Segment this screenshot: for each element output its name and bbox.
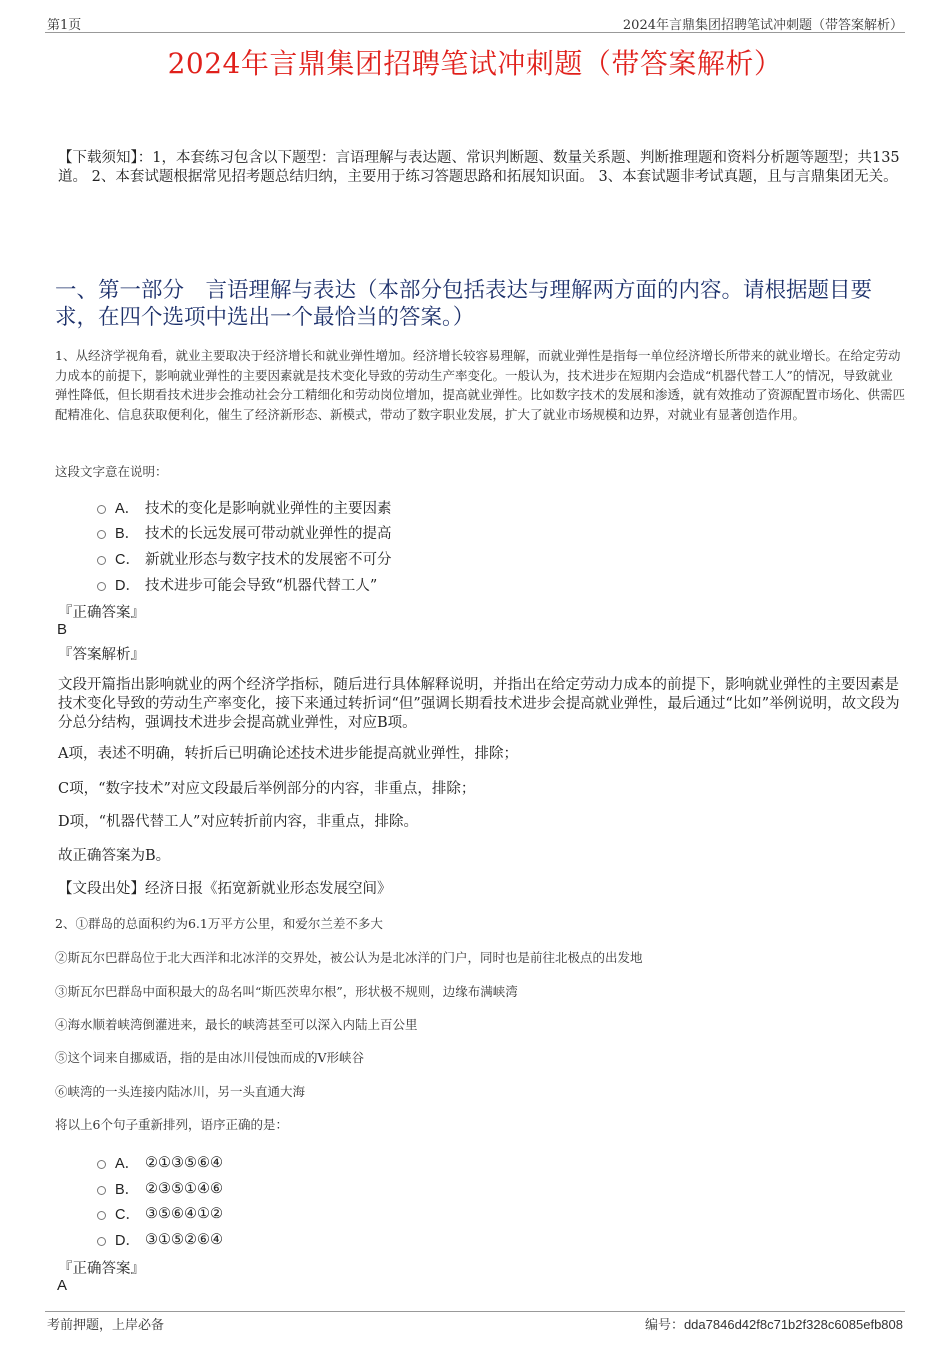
option-text: 技术的长远发展可带动就业弹性的提高: [145, 526, 392, 542]
option-letter: B．: [115, 526, 140, 542]
option-text: 技术进步可能会导致“机器代替工人”: [145, 578, 378, 594]
option-text: 新就业形态与数字技术的发展密不可分: [145, 552, 392, 568]
q2-option-c[interactable]: [97, 1203, 223, 1224]
option-letter: D．: [115, 578, 140, 594]
question-2-prompt: 将以上6个句子重新排列，语序正确的是：: [55, 1117, 288, 1132]
q1-analysis-conclusion: 故正确答案为B。: [58, 848, 171, 864]
option-text: 技术的变化是影响就业弹性的主要因素: [145, 501, 392, 517]
option-letter: A．: [115, 1156, 140, 1172]
option-text: ②①③⑤⑥④: [145, 1154, 223, 1171]
option-letter: B．: [115, 1182, 140, 1198]
option-letter: D．: [115, 1233, 140, 1249]
radio-icon[interactable]: [97, 1186, 106, 1195]
q2-option-a[interactable]: [97, 1152, 223, 1173]
question-1-text: 1、从经济学视角看，就业主要取决于经济增长和就业弹性增加。经济增长较容易理解，而就业弹性是指每一单位经济增长所带来的就业增长。在给定劳动力成本的前提下，影响就业弹性的主要因素就是技术变化导致的劳动生产率变化。一般认为，技术进步在短期内会造成“机器代替工人”的情况，导致就业弹性降低，但长期看技术进步会推动社会分工精细化和劳动岗位增加，提高就业弹性。比如数字技术的发展和渗透，就有效推动了资源配置市场化、供需匹配精准化、信息获取便利化，催生了经济新形态、新模式，带动了数字职业发展，扩大了就业市场规模和边界，对就业有显著创造作用。: [55, 348, 906, 422]
q1-answer-label: 『正确答案』: [58, 605, 145, 621]
footer-slogan: 考前押题，上岸必备: [47, 1318, 165, 1333]
radio-icon[interactable]: [97, 530, 106, 539]
q2-answer: A: [57, 1277, 68, 1294]
option-letter: A．: [115, 501, 140, 517]
option-letter: C．: [115, 552, 140, 568]
footer-code: [645, 1314, 903, 1333]
radio-icon[interactable]: [97, 1160, 106, 1169]
option-letter: C．: [115, 1207, 140, 1223]
q1-option-c[interactable]: [97, 548, 392, 569]
radio-icon[interactable]: [97, 1211, 106, 1220]
q2-sentence-2: ②斯瓦尔巴群岛位于北大西洋和北冰洋的交界处，被公认为是北冰洋的门户，同时也是前往北极点的出发地: [55, 950, 643, 965]
page-number: 第1页: [47, 18, 82, 33]
q2-sentence-4: ④海水顺着峡湾倒灌进来，最长的峡湾甚至可以深入内陆上百公里: [55, 1017, 418, 1032]
header-divider: [45, 32, 905, 33]
radio-icon[interactable]: [97, 1237, 106, 1246]
section-heading: 一、第一部分 言语理解与表达（本部分包括表达与理解两方面的内容。请根据题目要求，在四个选项中选出一个最恰当的答案。）: [55, 278, 873, 330]
header-doc-title: 2024年言鼎集团招聘笔试冲刺题（带答案解析）: [622, 18, 903, 33]
q2-sentence-5: ⑤这个词来自挪威语，指的是由冰川侵蚀而成的V形峡谷: [55, 1050, 365, 1065]
q2-option-d[interactable]: [97, 1229, 223, 1250]
q1-analysis-c: C项，“数字技术”对应文段最后举例部分的内容，非重点，排除；: [58, 781, 476, 797]
radio-icon[interactable]: [97, 582, 106, 591]
footer-code-label: 编号：: [644, 1318, 684, 1333]
radio-icon[interactable]: [97, 505, 106, 514]
option-text: ②③⑤①④⑥: [145, 1180, 223, 1197]
option-text: ③⑤⑥④①②: [145, 1205, 223, 1222]
q1-option-b[interactable]: [97, 522, 392, 543]
option-text: ③①⑤②⑥④: [145, 1231, 223, 1248]
q1-answer: B: [57, 621, 68, 638]
q2-answer-label: 『正确答案』: [58, 1261, 145, 1277]
q1-analysis-d: D项，“机器代替工人”对应转折前内容，非重点，排除。: [58, 814, 418, 830]
q1-option-a[interactable]: [97, 497, 392, 518]
question-1-prompt: 这段文字意在说明：: [55, 464, 168, 479]
q2-option-b[interactable]: [97, 1178, 223, 1199]
q1-analysis-summary: 文段开篇指出影响就业的两个经济学指标，随后进行具体解释说明，并指出在给定劳动力成本的前提下，影响就业弹性的主要因素是技术变化导致的劳动生产率变化，接下来通过转折词“但”强调长期看技术进步会提高就业弹性，最后通过“比如”举例说明，故文段为分总分结构，强调技术进步会提高就业弹性，对应B项。: [58, 677, 900, 731]
download-notice: 【下载须知】：1，本套练习包含以下题型：言语理解与表达题、常识判断题、数量关系题、判断推理题和资料分析题等题型；共135道。 2、本套试题根据常见招考题总结归纳，主要用于练习答题思路和拓展知识面。 3、本套试题非考试真题，且与言鼎集团无关。: [58, 150, 900, 185]
q1-analysis-a: A项，表述不明确，转折后已明确论述技术进步能提高就业弹性，排除；: [58, 746, 518, 762]
q1-analysis-label: 『答案解析』: [58, 647, 145, 663]
footer-divider: [45, 1311, 905, 1312]
page-title: 2024年言鼎集团招聘笔试冲刺题（带答案解析）: [167, 47, 783, 80]
q2-sentence-3: ③斯瓦尔巴群岛中面积最大的岛名叫“斯匹茨卑尔根”，形状极不规则，边缘布满峡湾: [55, 984, 518, 999]
radio-icon[interactable]: [97, 556, 106, 565]
q1-option-d[interactable]: [97, 574, 377, 595]
footer-code-value: dda7846d42f8c71b2f328c6085efb808: [683, 1317, 903, 1332]
q1-source: 【文段出处】经济日报《拓宽新就业形态发展空间》: [58, 881, 392, 897]
q2-sentence-6: ⑥峡湾的一头连接内陆冰川，另一头直通大海: [55, 1084, 306, 1099]
question-2-text: 2、①群岛的总面积约为6.1万平方公里，和爱尔兰差不多大: [55, 916, 383, 931]
